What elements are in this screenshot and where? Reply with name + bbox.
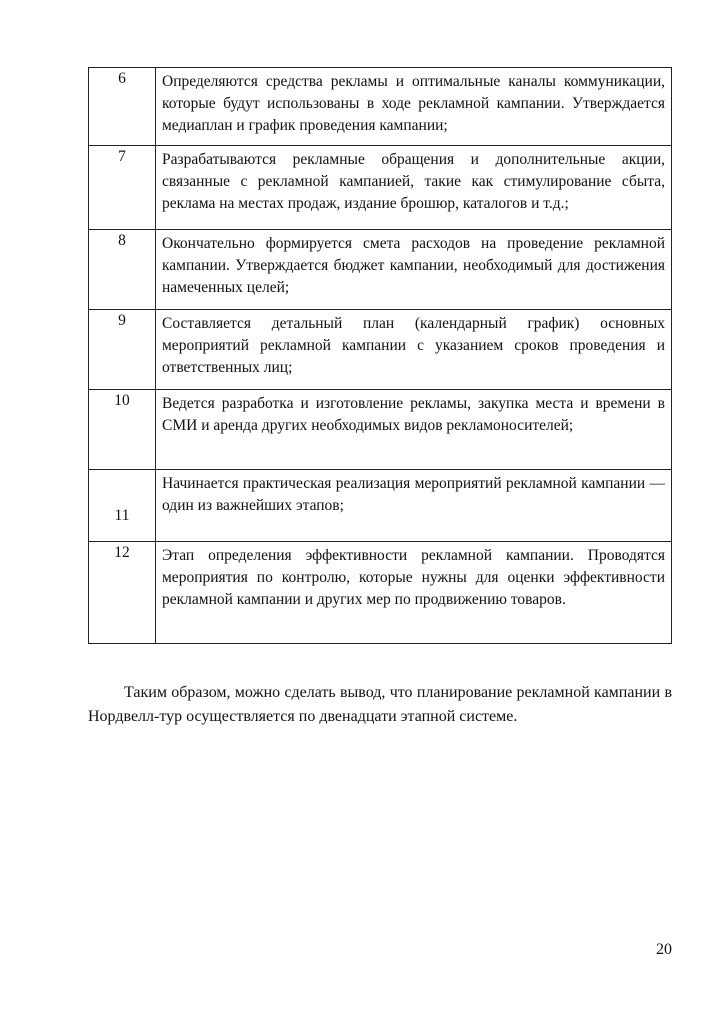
page-number: 20 xyxy=(656,941,672,958)
step-number: 12 xyxy=(89,542,156,644)
step-description: Составляется детальный план (календарный график) основных мероприятий рекламной кампании с указанием сроков проведения и ответственных лиц; xyxy=(156,310,672,390)
step-number: 6 xyxy=(89,68,156,146)
table-row xyxy=(89,230,672,310)
step-number: 9 xyxy=(89,310,156,390)
table-row xyxy=(89,390,672,470)
step-description: Определяются средства рекламы и оптимальные каналы коммуникации, которые будут использованы в ходе рекламной кампании. Утверждается медиаплан и график проведения кампании; xyxy=(156,68,672,146)
table-row xyxy=(89,470,672,542)
step-description: Ведется разработка и изготовление рекламы, закупка места и времени в СМИ и аренда других необходимых видов рекламоносителей; xyxy=(156,390,672,470)
table-row xyxy=(89,310,672,390)
step-number: 10 xyxy=(89,390,156,470)
table-row xyxy=(89,68,672,146)
table-row xyxy=(89,146,672,230)
step-description: Разрабатываются рекламные обращения и дополнительные акции, связанные с рекламной кампанией, такие как стимулирование сбыта, реклама на местах продаж, издание брошюр, каталогов и т.д.; xyxy=(156,146,672,230)
campaign-steps-table xyxy=(88,67,672,644)
step-number: 7 xyxy=(89,146,156,230)
step-number: 11 xyxy=(89,470,156,542)
step-number: 8 xyxy=(89,230,156,310)
step-description: Этап определения эффективности рекламной кампании. Проводятся мероприятия по контролю, которые нужны для оценки эффективности рекламной кампании и других мер по продвижению товаров. xyxy=(156,542,672,644)
summary-paragraph: Таким образом, можно сделать вывод, что планирование рекламной кампании в Нордвелл-тур осуществляется по двенадцати этапной системе. xyxy=(88,684,672,725)
step-description: Окончательно формируется смета расходов на проведение рекламной кампании. Утверждается бюджет кампании, необходимый для достижения намеченных целей; xyxy=(156,230,672,310)
table-row xyxy=(89,542,672,644)
step-description: Начинается практическая реализация мероприятий рекламной кампании — один из важнейших этапов; xyxy=(156,470,672,542)
